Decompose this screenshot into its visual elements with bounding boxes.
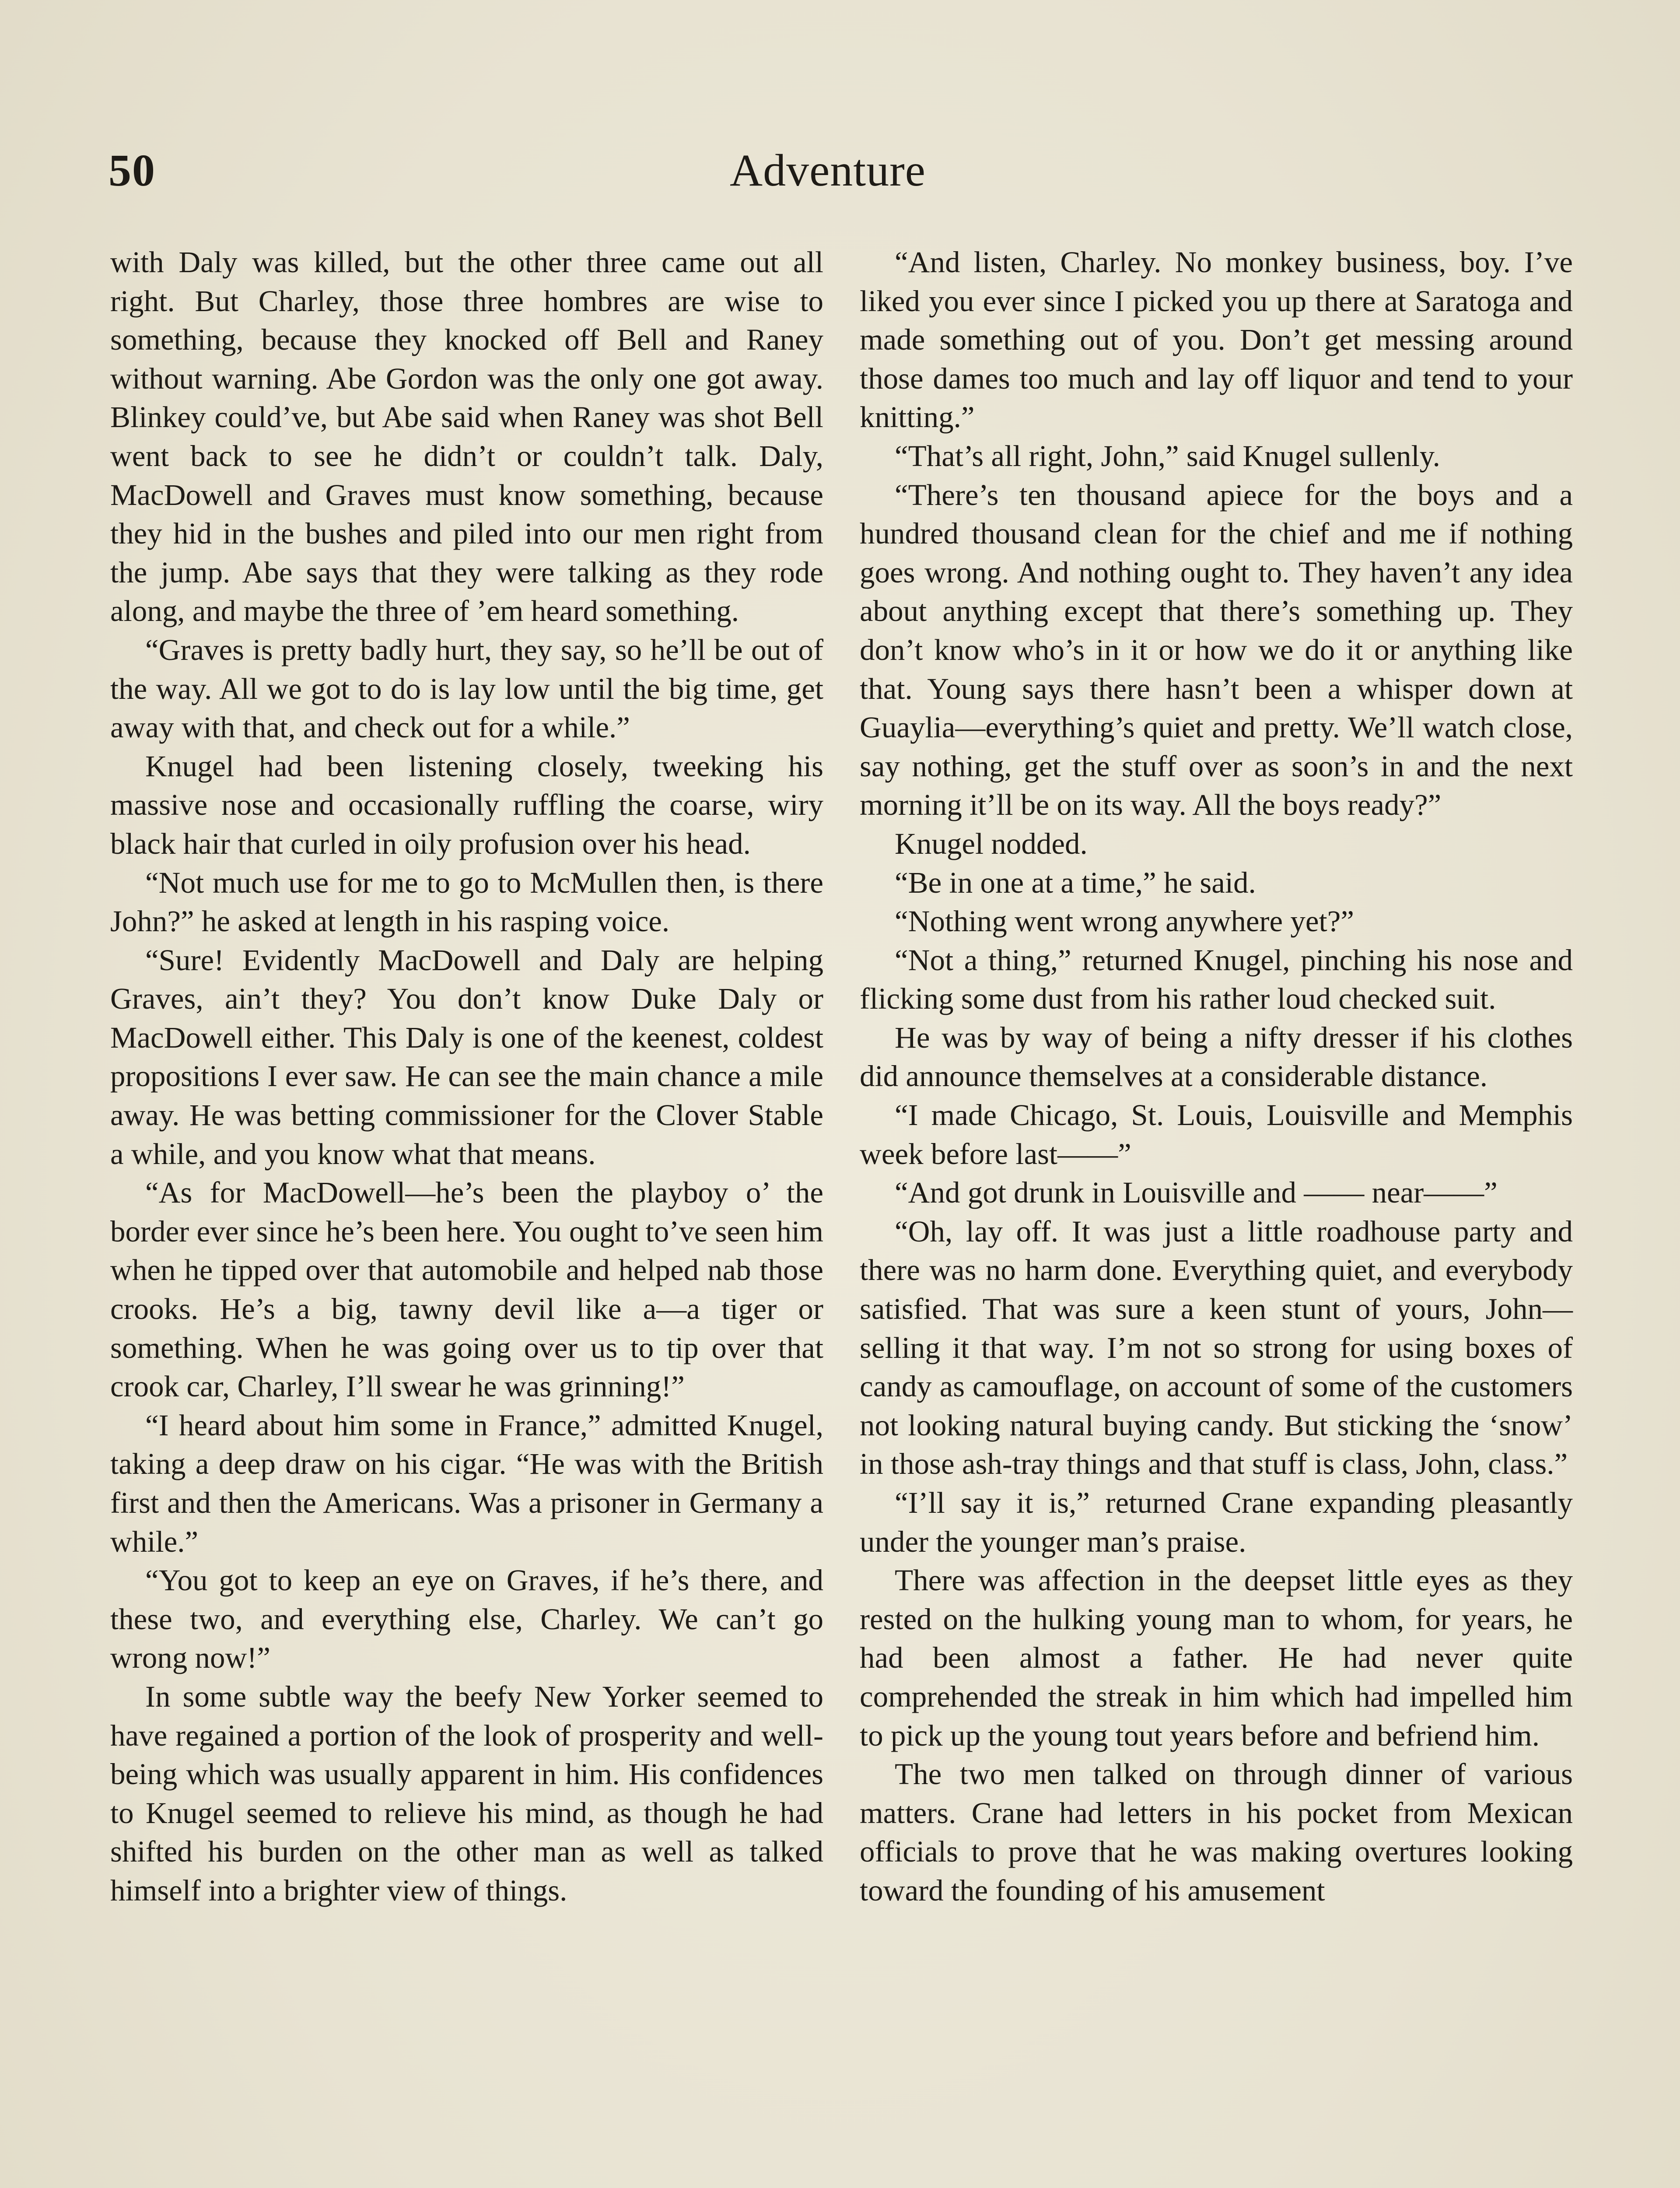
paragraph: Knugel nodded.: [895, 827, 1088, 860]
paragraph: There was affection in the deepset little eyes as they rested on the hulking young man to whom, for years, he had been almost a father. He had never quite comprehended the streak in him which had impelled him to pick up the young tout years before and befriend him.: [860, 1564, 1573, 1752]
paragraph: He was by way of being a nifty dresser if his clothes did announce themselves at a considerable distance.: [860, 1020, 1573, 1093]
page-number: 50: [108, 145, 156, 196]
paragraph: “Nothing went wrong anywhere yet?”: [895, 905, 1354, 938]
paragraph: Knugel had been listening closely, tweeking his massive nose and occasionally ruffling the coarse, wiry black hair that curled in oily profusion over his head.: [110, 749, 823, 860]
right-column: [860, 243, 1573, 1910]
paragraph: In some subtle way the beefy New Yorker seemed to have regained a portion of the look of prosperity and well-being which was usually apparent in him. His confidences to Knugel seemed to relieve his mind, as though he had shifted his burden on the other man as well as talked himself into a brighter view of things.: [110, 1680, 823, 1907]
paragraph: with Daly was killed, but the other three came out all right. But Charley, those three hombres are wise to something, because they knocked off Bell and Raney without warning. Abe Gordon was the only one got away. Blinkey could’ve, but Abe said when Raney was shot Bell went back to see he didn’t or couldn’t talk. Daly, MacDowell and Graves must know something, because they hid in the bushes and piled into our men right from the jump. Abe says that they were talking as they rode along, and maybe the three of ’em heard something.: [110, 245, 823, 628]
paragraph: The two men talked on through dinner of various matters. Crane had letters in his pocket from Mexican officials to prove that he was making overtures looking toward the founding of his amusement: [860, 1757, 1573, 1907]
magazine-title: Adventure: [730, 145, 926, 196]
paragraph: “Not a thing,” returned Knugel, pinching his nose and flicking some dust from his rather loud checked suit.: [860, 943, 1573, 1016]
paragraph: “Oh, lay off. It was just a little roadhouse party and there was no harm done. Everything quiet, and everybody satisfied. That was sure a keen stunt of yours, John—selling it that way. I’m not so strong for using boxes of candy as camouflage, on account of some of the customers not looking natural buying candy. But sticking the ‘snow’ in those ash-tray things and that stuff is class, John, class.”: [860, 1214, 1573, 1481]
page-header: [108, 144, 1578, 210]
paragraph: “And listen, Charley. No monkey business, boy. I’ve liked you ever since I picked you up there at Saratoga and made something out of you. Don’t get messing around those dames too much and lay off liquor and tend to your knitting.”: [860, 245, 1573, 434]
paragraph: “And got drunk in Louisville and —— near——”: [895, 1176, 1498, 1210]
paragraph: “I made Chicago, St. Louis, Louisville and Memphis week before last——”: [860, 1098, 1573, 1171]
left-column: [110, 243, 823, 1910]
paragraph: “I’ll say it is,” returned Crane expanding pleasantly under the younger man’s praise.: [860, 1486, 1573, 1558]
paragraph: “You got to keep an eye on Graves, if he’s there, and these two, and everything else, Charley. We can’t go wrong now!”: [110, 1564, 823, 1675]
paragraph: “That’s all right, John,” said Knugel sullenly.: [895, 439, 1440, 473]
paragraph: “Graves is pretty badly hurt, they say, so he’ll be out of the way. All we got to do is lay low until the big time, get away with that, and check out for a while.”: [110, 633, 823, 744]
paragraph: “Sure! Evidently MacDowell and Daly are helping Graves, ain’t they? You don’t know Duke Daly or MacDowell either. This Daly is one of the keenest, coldest propositions I ever saw. He can see the main chance a mile away. He was betting commissioner for the Clover Stable a while, and you know what that means.: [110, 943, 823, 1171]
paragraph: “Not much use for me to go to McMullen then, is there John?” he asked at length in his rasping voice.: [110, 866, 823, 938]
paragraph: “I heard about him some in France,” admitted Knugel, taking a deep draw on his cigar. “He was with the British first and then the Americans. Was a prisoner in Germany a while.”: [110, 1408, 823, 1558]
paragraph: “There’s ten thousand apiece for the boys and a hundred thousand clean for the chief and me if nothing goes wrong. And nothing ought to. They haven’t any idea about anything except that there’s something up. They don’t know who’s in it or how we do it or anything like that. Young says there hasn’t been a whisper down at Guaylia—everything’s quiet and pretty. We’ll watch close, say nothing, get the stuff over as soon’s in and the next morning it’ll be on its way. All the boys ready?”: [860, 478, 1573, 822]
paragraph: “Be in one at a time,” he said.: [895, 866, 1256, 899]
paragraph: “As for MacDowell—he’s been the playboy o’ the border ever since he’s been here. You ought to’ve seen him when he tipped over that automobile and helped nab those crooks. He’s a big, tawny devil like a—a tiger or something. When he was going over us to tip over that crook car, Charley, I’ll swear he was grinning!”: [110, 1176, 823, 1403]
